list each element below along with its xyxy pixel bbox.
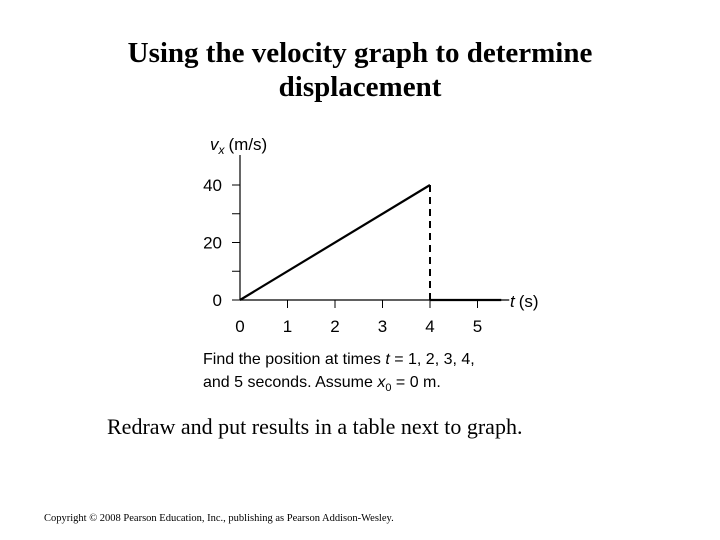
title-line-2: displacement <box>278 71 442 103</box>
x-tick-label: 3 <box>377 317 388 336</box>
y-tick-label: 40 <box>203 176 222 195</box>
problem-line-2: and 5 seconds. Assume $x_0 = 0$ m. <box>203 374 441 395</box>
chart-ticks <box>203 176 482 336</box>
y-tick-label: 0 <box>212 291 222 310</box>
x-tick-label: 2 <box>330 317 340 336</box>
title-line-1: Using the velocity graph to determine <box>127 37 593 69</box>
y-axis-label-sub: x <box>218 143 225 157</box>
x-axis-label-unit: (s) <box>518 292 539 311</box>
y-axis-label-var: v <box>210 135 219 154</box>
y-axis-label-unit: (m/s) <box>228 135 268 154</box>
y-axis-label <box>210 135 267 157</box>
problem-line-1: Find the position at times t = 1, 2, 3, 4, <box>203 351 475 368</box>
x-axis-label <box>510 292 539 311</box>
x-tick-label: 1 <box>282 317 293 336</box>
x-tick-label: 0 <box>235 317 245 336</box>
copyright-notice: Copyright © 2008 Pearson Education, Inc., publishing as Pearson Addison-Wesley. <box>44 513 394 524</box>
instruction-text: Redraw and put results in a table next to graph. <box>107 414 523 439</box>
x-tick-label: 5 <box>472 317 483 336</box>
velocity-line-rising <box>240 185 430 300</box>
y-tick-label: 20 <box>203 233 222 253</box>
chart-axes <box>240 155 509 300</box>
problem-statement <box>203 348 475 400</box>
x-axis-label-var: t <box>510 292 515 311</box>
chart-marks <box>240 185 501 300</box>
x-tick-label: 4 <box>425 317 435 336</box>
